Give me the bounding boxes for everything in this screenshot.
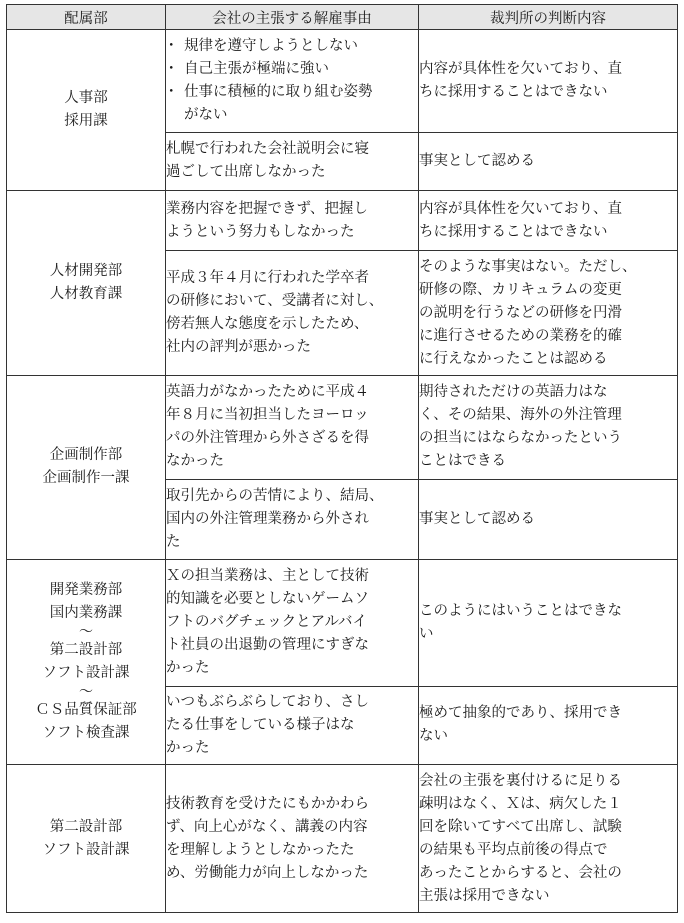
judgment-cell: そのような事実はない。ただし、 研修の際、カリキュラムの変更 の説明を行うなどの研修を円滑 に進行させるための業務を的確 に行えなかったことは認める [419, 251, 678, 376]
department-cell [7, 375, 166, 559]
table-row [7, 765, 678, 913]
department-cell [7, 30, 166, 191]
judgment-cell: 内容が具体性を欠いており、直 ちに採用することはできない [419, 30, 678, 133]
department-cell [7, 765, 166, 913]
department-line: 国内業務課 [49, 605, 123, 622]
claim-cell: 平成３年４月に行われた学卒者 の研修において、受講者に対し、 傍若無人な態度を示したため、 社内の評判が悪かった [166, 251, 419, 376]
department-wave: 〜 [79, 684, 93, 701]
department-cell [7, 190, 166, 375]
department-wave: 〜 [79, 624, 93, 641]
claim-cell: 取引先からの苦情により、結局、 国内の外注管理業務から外され た [166, 479, 419, 559]
table-row [7, 190, 678, 250]
header-department: 配属部 [7, 5, 166, 30]
department-line: 開発業務部 [49, 582, 123, 599]
judgment-cell: 事実として認める [419, 479, 678, 559]
judgment-cell: 期待されただけの英語力はな く、その結果、海外の外注管理 の担当にはならなかったという ことはできる [419, 375, 678, 479]
judgment-cell: このようにはいうことはできな い [419, 559, 678, 686]
judgment-cell: 極めて抽象的であり、採用でき ない [419, 686, 678, 764]
department-line: 第二設計部 [49, 642, 123, 659]
department-line: ＣＳ品質保証部 [35, 702, 137, 719]
department-line: 人事部 [64, 89, 108, 106]
department-cell [7, 559, 166, 764]
department-line: 採用課 [64, 112, 108, 129]
judgment-cell: 会社の主張を裏付けるに足りる 疎明はなく、Ｘは、病欠した１ 回を除いてすべて出席し、試験 の結果も平均点前後の得点で あったことからすると、会社の 主張は採用できない [419, 765, 678, 913]
department-line: 企画制作一課 [42, 470, 130, 487]
header-row [7, 5, 678, 30]
claim-bullet-list [166, 35, 418, 127]
department-line: 人材開発部 [49, 262, 123, 279]
department-line: 人材教育課 [49, 285, 123, 302]
table-row [7, 30, 678, 133]
dismissal-reasons-table [6, 4, 678, 913]
judgment-cell: 事実として認める [419, 132, 678, 190]
claim-cell: 業務内容を把握できず、把握し ようという努力もしなかった [166, 190, 419, 250]
claim-cell: 技術教育を受けたにもかかわら ず、向上心がなく、講義の内容 を理解しようとしなかったた め、労働能力が向上しなかった [166, 765, 419, 913]
header-company-claim: 会社の主張する解雇事由 [166, 5, 419, 30]
header-court-judgment: 裁判所の判断内容 [419, 5, 678, 30]
claim-cell: 札幌で行われた会社説明会に寝 過ごして出席しなかった [166, 132, 419, 190]
department-line: ソフト設計課 [42, 841, 130, 858]
table-row [7, 375, 678, 479]
department-line: ソフト設計課 [42, 665, 130, 682]
department-line: 企画制作部 [49, 447, 123, 464]
claim-cell: 英語力がなかったために平成４ 年８月に当初担当したヨーロッ パの外注管理から外さざるを得 なかった [166, 375, 419, 479]
claim-cell: いつもぶらぶらしており、さし たる仕事をしている様子はな かった [166, 686, 419, 764]
judgment-cell: 内容が具体性を欠いており、直 ちに採用することはできない [419, 190, 678, 250]
claim-cell: Ｘの担当業務は、主として技術 的知識を必要としないゲームソ フトのバグチェックとアルバイ ト社員の出退勤の管理にすぎな かった [166, 559, 419, 686]
claim-bullet: ・ 規律を遵守しようとしない [166, 35, 418, 58]
claim-cell [166, 30, 419, 133]
department-line: ソフト検査課 [42, 725, 130, 742]
table-row [7, 559, 678, 686]
claim-bullet: ・ 仕事に積極的に取り組む姿勢 がない [166, 81, 418, 127]
department-line: 第二設計部 [49, 818, 123, 835]
claim-bullet: ・ 自己主張が極端に強い [166, 58, 418, 81]
